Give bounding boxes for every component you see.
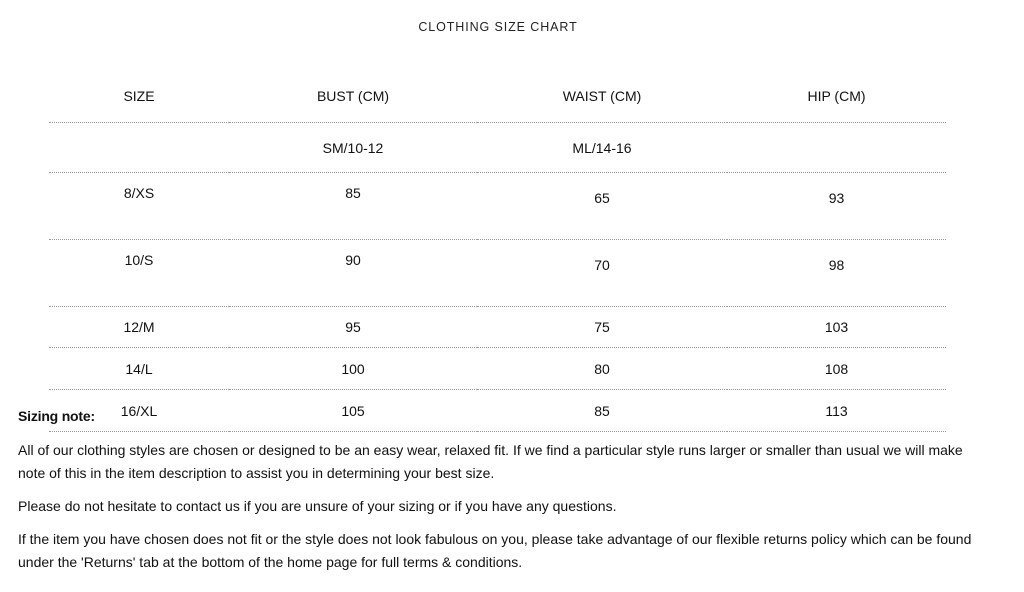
waist-cell: 75 — [477, 307, 727, 348]
subheader-cell: ML/14-16 — [477, 123, 727, 173]
waist-cell: 80 — [477, 348, 727, 390]
size-cell: 12/M — [49, 307, 229, 348]
hip-cell: 113 — [727, 390, 946, 432]
header-bust: BUST (CM) — [229, 70, 477, 123]
table-row — [49, 240, 946, 307]
table-row — [49, 173, 946, 240]
subheader-cell: SM/10-12 — [229, 123, 477, 173]
subheader-cell — [49, 123, 229, 173]
bust-cell: 85 — [229, 173, 477, 240]
hip-cell: 93 — [727, 173, 946, 240]
table-row — [49, 348, 946, 390]
bust-cell: 90 — [229, 240, 477, 307]
table-subheader-row — [49, 123, 946, 173]
sizing-note-paragraph: Please do not hesitate to contact us if you are unsure of your sizing or if you have any questions. — [18, 498, 617, 514]
size-cell: 10/S — [49, 240, 229, 307]
sizing-notes — [18, 405, 993, 584]
bust-cell: 105 — [229, 390, 477, 432]
bust-cell: 95 — [229, 307, 477, 348]
sizing-note-paragraph: If the item you have chosen does not fit or the style does not look fabulous on you, please take advantage of our flexible returns policy which can be found under the 'Returns' tab at the bottom of the home page for full terms & conditions. — [18, 531, 972, 570]
subheader-cell — [727, 123, 946, 173]
size-chart-table — [49, 70, 946, 432]
hip-cell: 108 — [727, 348, 946, 390]
size-cell: 8/XS — [49, 173, 229, 240]
header-size: SIZE — [49, 70, 229, 123]
table-row — [49, 307, 946, 348]
page-title: CLOTHING SIZE CHART — [418, 20, 578, 34]
header-hip: HIP (CM) — [727, 70, 946, 123]
bust-cell: 100 — [229, 348, 477, 390]
sizing-note-paragraph: All of our clothing styles are chosen or designed to be an easy wear, relaxed fit. If we find a particular style runs larger or smaller than usual we will make note of this in the item description to assist you in determining your best size. — [18, 442, 963, 481]
waist-cell: 85 — [477, 390, 727, 432]
waist-cell: 65 — [477, 173, 727, 240]
size-cell: 16/XL — [49, 390, 229, 432]
table-header-row — [49, 70, 946, 123]
hip-cell: 98 — [727, 240, 946, 307]
hip-cell: 103 — [727, 307, 946, 348]
size-cell: 14/L — [49, 348, 229, 390]
waist-cell: 70 — [477, 240, 727, 307]
sizing-note-heading: Sizing note: — [18, 408, 95, 424]
header-waist: WAIST (CM) — [477, 70, 727, 123]
